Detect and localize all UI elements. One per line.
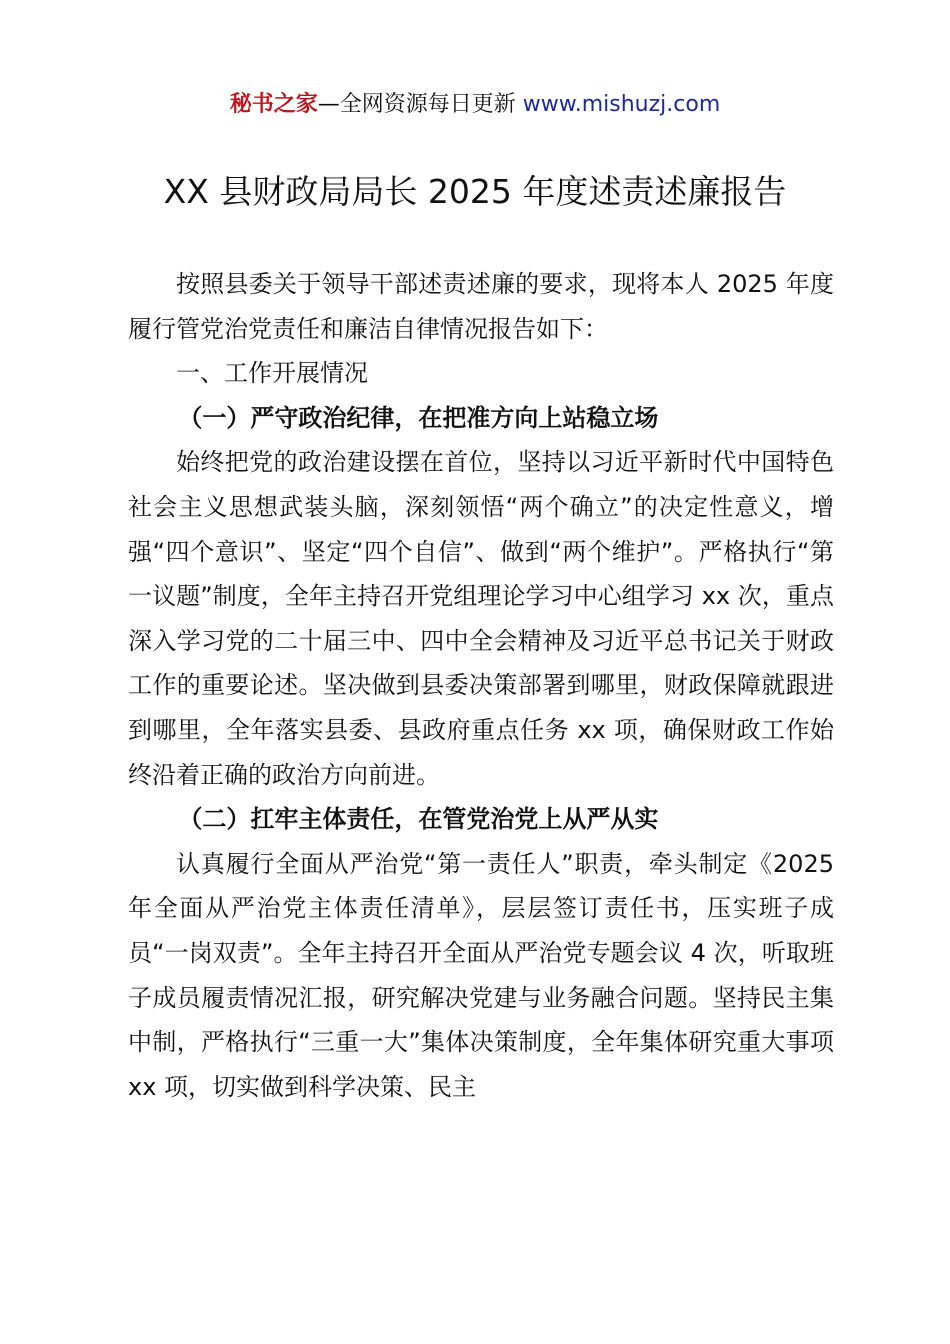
body-paragraph: 始终把党的政治建设摆在首位，坚持以习近平新时代中国特色社会主义思想武装头脑，深刻领悟“两个确立”的决定性意义，增强“四个意识”、坚定“四个自信”、做到“两个维护”。严格执行“第一议题”制度，全年主持召开党组理论学习中心组学习 xx 次，重点深入学习党的二十届三中、四中全会精神及习近平总书记关于财政工作的重要论述。坚决做到县委决策部署到哪里，财政保障就跟进到哪里，全年落实县委、县政府重点任务 xx 项，确保财政工作始终沿着正确的政治方向前进。 xyxy=(128,448,834,789)
subsection-heading: （二）扛牢主体责任，在管党治党上从严从实 xyxy=(178,805,659,834)
site-brand: 秘书之家 xyxy=(229,92,318,117)
intro-paragraph: 按照县委关于领导干部述责述廉的要求，现将本人 2025 年度履行管党治党责任和廉洁自律情况报告如下： xyxy=(128,270,834,343)
subsection-heading: （一）严守政治纪律，在把准方向上站稳立场 xyxy=(178,403,659,432)
section-heading: 一、工作开展情况 xyxy=(176,359,368,388)
site-url[interactable]: www.mishuzj.com xyxy=(522,92,721,117)
body-paragraph: 认真履行全面从严治党“第一责任人”职责，牵头制定《2025 年全面从严治党主体责任清单》，层层签订责任书，压实班子成员“一岗双责”。全年主持召开全面从严治党专题会议 4 次，听取班子成员履责情况汇报，研究解决党建与业务融合问题。坚持民主集中制，严格执行“三重一大”集体决策制度，全年集体研究重大事项 xx 项，切实做到科学决策、民主 xyxy=(128,849,834,1101)
site-header xyxy=(0,88,950,122)
document-body xyxy=(128,262,834,1109)
document-title: XX 县财政局局长 2025 年度述责述廉报告 xyxy=(163,172,787,211)
site-tagline: —全网资源每日更新 xyxy=(317,92,523,117)
